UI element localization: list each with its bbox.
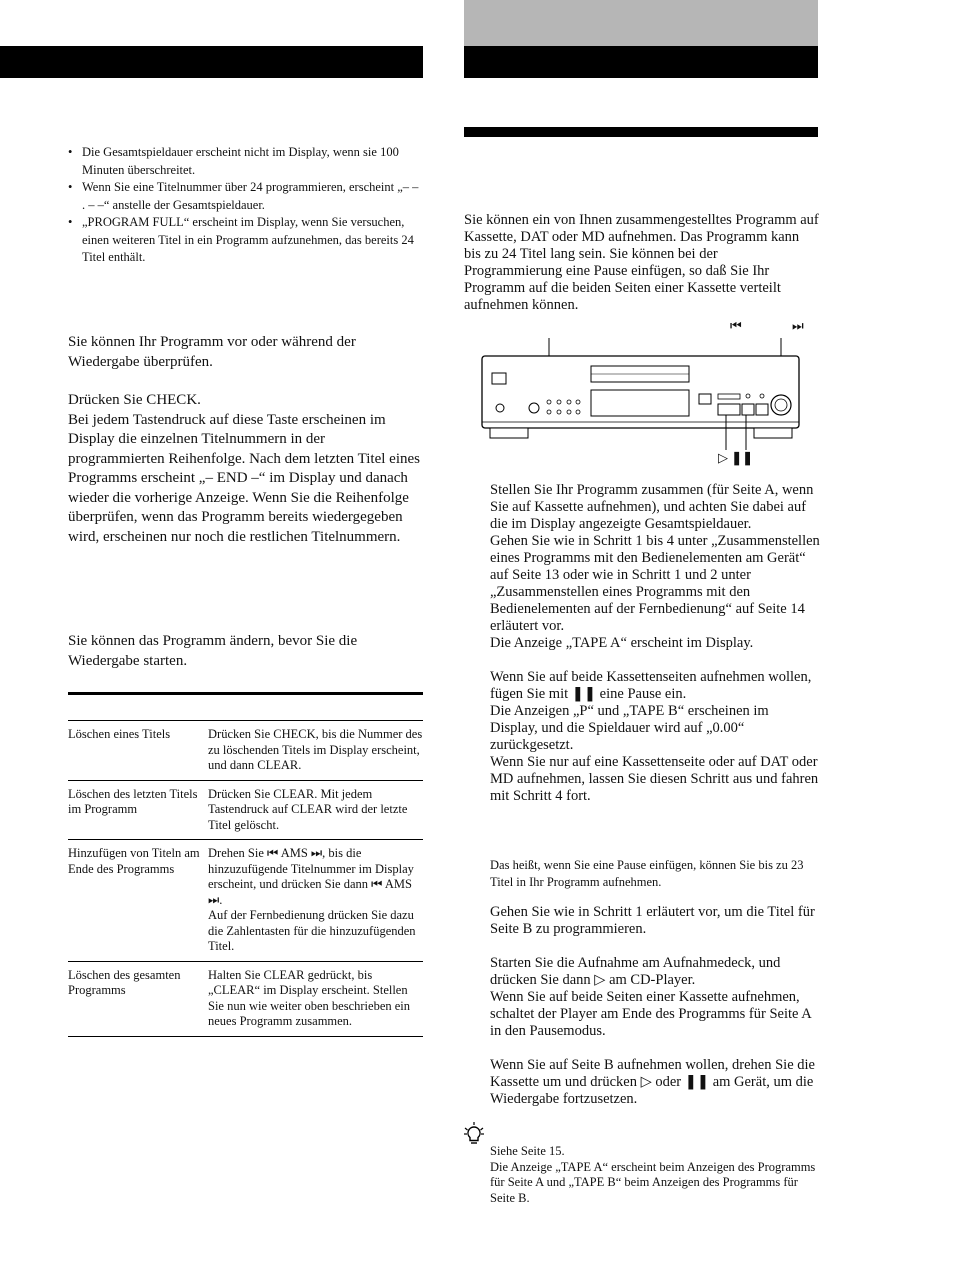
pause-note: Das heißt, wenn Sie eine Pause einfügen, können Sie bis zu 23 Titel in Ihr Programm aufnehmen. <box>490 858 804 889</box>
step-5-text: Wenn Sie auf Seite B aufnehmen wollen, drehen Sie die Kassette um und drücken ▷ oder ❚❚ am Gerät, um die Wiedergabe fortzusetzen. <box>490 1057 815 1107</box>
cd-player-figure <box>470 318 820 468</box>
cd-player-drawing <box>470 318 820 468</box>
tip-icon <box>463 1122 485 1146</box>
table-cell-action: Hinzufügen von Titeln am Ende des Programms <box>68 846 200 876</box>
right-section-rule <box>464 127 818 137</box>
program-edit-table <box>68 721 423 1037</box>
check-text: Bei jedem Tastendruck auf diese Taste erscheinen im Display die einzelnen Titelnummern in der programmierten Reihenfolge. Nach dem letzten Titel eines Programms erscheint „– END –“ im Display und danach wieder die vorherige Anzeige. Wenn Sie die Reihenfolge überprüfen, wenn das Programm bereits wiedergegeben wird, erscheinen nur noch die restlichen Titelnummern. <box>68 411 420 545</box>
step-1-text: Stellen Sie Ihr Programm zusammen (für Seite A, wenn Sie auf Kassette aufnehmen), und achten Sie dabei auf die im Display angezeigte Gesamtspieldauer. <box>490 482 814 532</box>
check-section <box>68 333 422 547</box>
step-2-result: Die Anzeigen „P“ und „TAPE B“ erscheinen im Display, und die Spieldauer wird auf „0.00“ zurückgesetzt. <box>490 703 769 753</box>
notes-list <box>68 144 420 267</box>
table-cell-action: Löschen des letzten Titels im Programm <box>68 786 198 816</box>
table-cell-how: Drehen Sie ⏮ AMS ⏭, bis die hinzuzufügende Titelnummer im Display erscheint, und drücken Sie dann ⏮ AMS ⏭. Auf der Fernbedienung drücken Sie dazu die Zahlentasten für die hinzuzufügenden Titel. <box>208 846 416 953</box>
table-row <box>68 961 423 1036</box>
step-1-detail: Gehen Sie wie in Schritt 1 bis 4 unter „Zusammenstellen eines Programms mit den Bedienelementen am Gerät“ auf Seite 13 oder wie in Schritt 1 und 2 unter „Zusammenstellen eines Programms mit den Bedienelementen auf der Fernbedienung“ auf Seite 14 erläutert vor. <box>490 533 820 634</box>
note-item: • Die Gesamtspieldauer erscheint nicht im Display, wenn sie 100 Minuten überschreitet. <box>68 144 420 179</box>
right-header-tab <box>464 0 818 46</box>
table-cell-action: Löschen eines Titels <box>68 727 171 741</box>
step-1-result: Die Anzeige „TAPE A“ erscheint im Display. <box>490 635 754 651</box>
next-track-icon: ⏭ <box>792 318 804 333</box>
tip-text: Die Anzeige „TAPE A“ erscheint beim Anzeigen des Programms für Seite A und „TAPE B“ beim Anzeigen des Programms für Seite B. <box>490 1159 816 1205</box>
table-top-rule <box>68 692 423 695</box>
step-1 <box>490 482 820 805</box>
note-item: • Wenn Sie eine Titelnummer über 24 programmieren, erscheint „– – . – –“ anstelle der Gesamtspieldauer. <box>68 179 420 214</box>
steps-3-5 <box>490 904 820 1108</box>
step-4-text: Starten Sie die Aufnahme am Aufnahmedeck, und drücken Sie dann ▷ am CD-Player. <box>490 955 781 988</box>
play-pause-icons: ▷ ❚❚ <box>718 450 754 465</box>
tip-block <box>490 1144 820 1206</box>
table-cell-how: Halten Sie CLEAR gedrückt, bis „CLEAR“ im Display erscheint. Stellen Sie nun wie weiter oben beschrieben ein neues Programm zusammen. <box>208 967 411 1028</box>
step-3-text: Gehen Sie wie in Schritt 1 erläutert vor, um die Titel für Seite B zu programmieren. <box>490 904 815 937</box>
step-4-result: Wenn Sie auf beide Seiten einer Kassette aufnehmen, schaltet der Player am Ende des Programms für Seite A in den Pausemodus. <box>490 989 811 1039</box>
note-item: • „PROGRAM FULL“ erscheint im Display, wenn Sie versuchen, einen weiteren Titel in ein Programm aufzunehmen, das bereits 24 Titel enthält. <box>68 214 420 267</box>
table-row <box>68 840 423 962</box>
change-intro: Sie können das Programm ändern, bevor Sie die Wiedergabe starten. <box>68 633 358 669</box>
table-row <box>68 721 423 780</box>
step-2-text: Wenn Sie auf beide Kassettenseiten aufnehmen wollen, fügen Sie mit ❚❚ eine Pause ein. <box>490 669 812 702</box>
table-row <box>68 780 423 840</box>
check-intro: Sie können Ihr Programm vor oder während der Wiedergabe überprüfen. <box>68 334 356 370</box>
table-cell-how: Drücken Sie CLEAR. Mit jedem Tastendruck auf CLEAR wird der letzte Titel gelöscht. <box>208 786 408 832</box>
tip-reference: Siehe Seite 15. <box>490 1144 565 1158</box>
left-header-bar <box>0 46 423 78</box>
record-intro: Sie können ein von Ihnen zusammengestelltes Programm auf Kassette, DAT oder MD aufnehmen. Das Programm kann bis zu 24 Titel lang sein. Sie können bei der Programmierung eine Pause einfügen, so daß Sie Ihr Programm auf die beiden Seiten einer Kassette verteilt aufnehmen können. <box>464 212 819 313</box>
check-step: Drücken Sie CHECK. <box>68 392 201 408</box>
table-cell-action: Löschen des gesamten Programms <box>68 967 181 997</box>
table-cell-how: Drücken Sie CHECK, bis die Nummer des zu löschenden Titels im Display erscheint, und dann CLEAR. <box>208 727 423 772</box>
right-header-bar <box>464 46 818 78</box>
step-2-note: Wenn Sie nur auf eine Kassettenseite oder auf DAT oder MD aufnehmen, lassen Sie diesen Schritt aus und fahren mit Schritt 4 fort. <box>490 754 819 804</box>
prev-track-icon: ⏮ <box>730 318 742 333</box>
